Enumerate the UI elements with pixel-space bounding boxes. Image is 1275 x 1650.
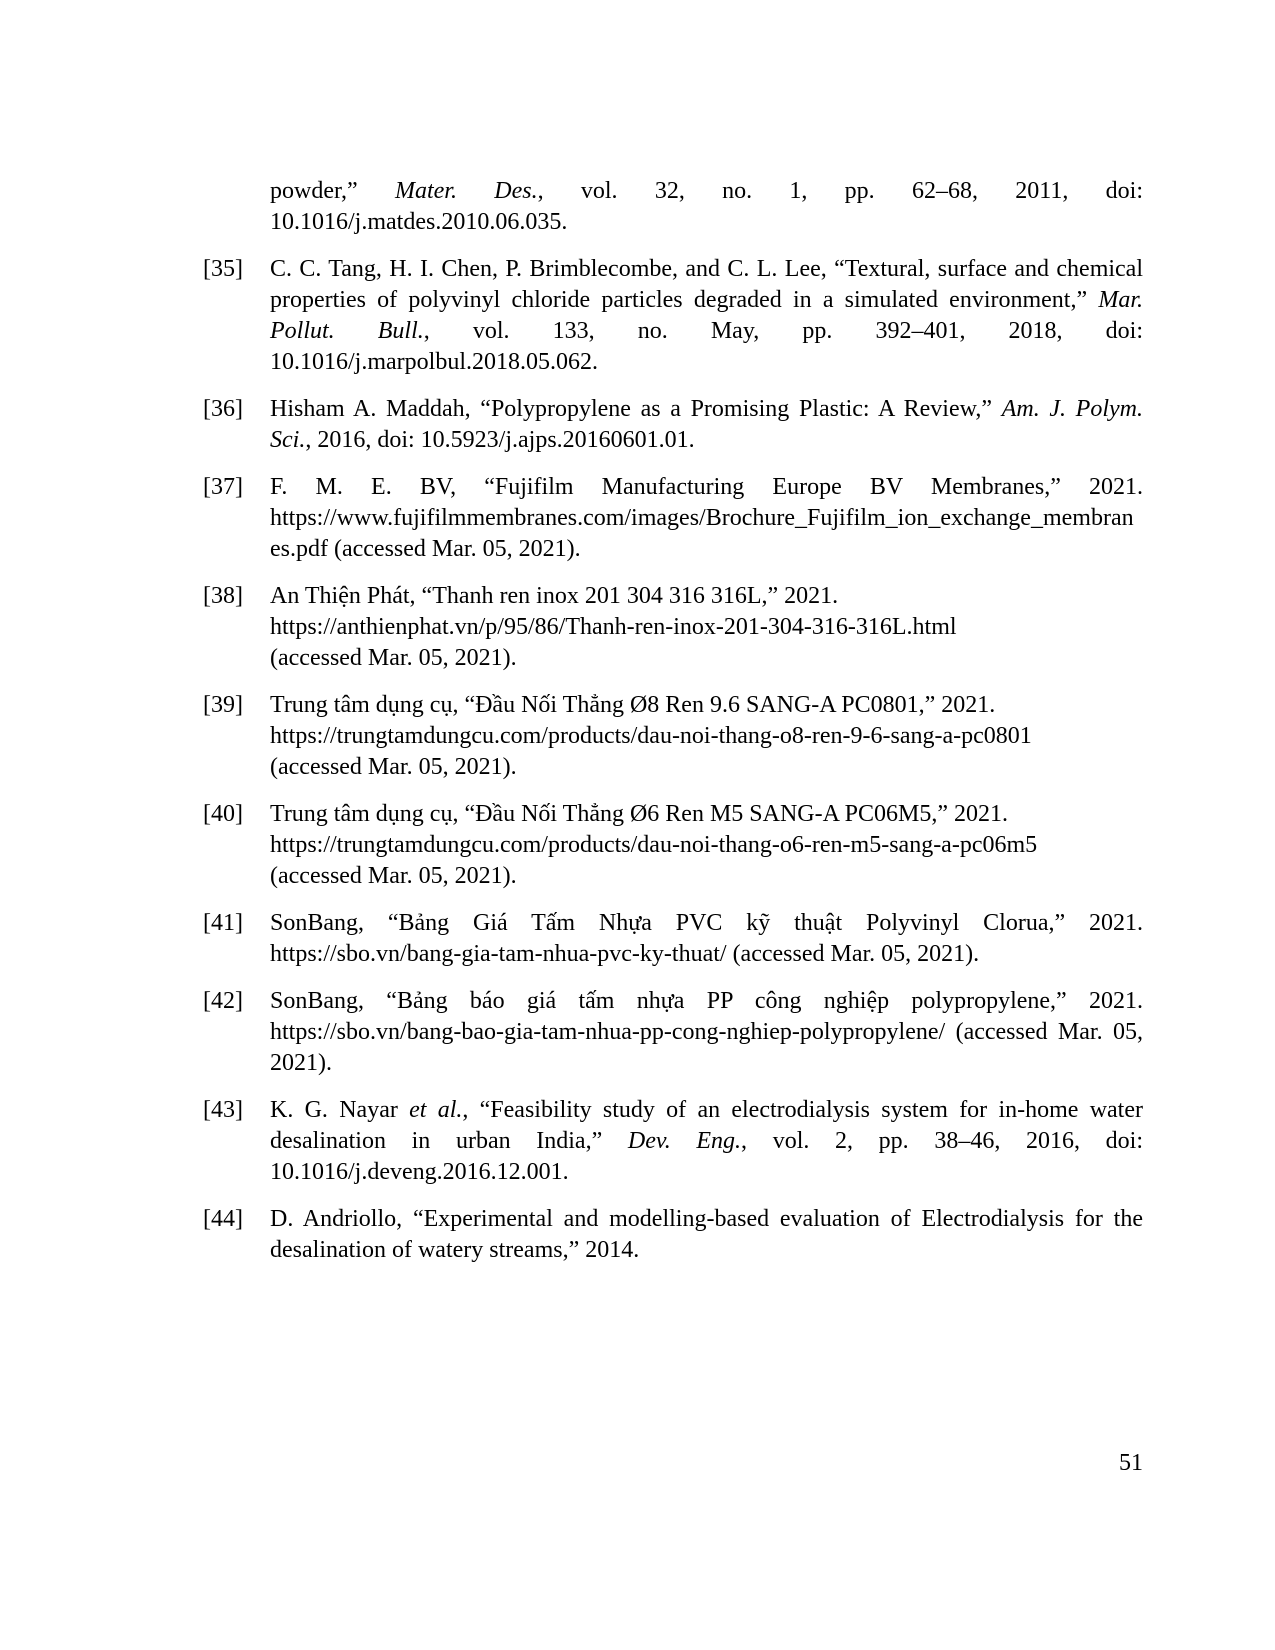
reference-44 [203,1204,1143,1266]
reference-number: [41] [203,910,243,936]
reference-number: [40] [203,801,243,827]
reference-43 [203,1095,1143,1188]
reference-number: [42] [203,988,243,1014]
continued-reference-line-2: 10.1016/j.matdes.2010.06.035. [270,209,568,235]
reference-38 [203,581,1143,674]
reference-url: https://trungtamdungcu.com/products/dau-noi-thang-o6-ren-m5-sang-a-pc06m5 [270,832,1038,858]
reference-number: [35] [203,256,243,282]
reference-39 [203,690,1143,783]
reference-text: C. C. Tang, H. I. Chen, P. Brimblecombe, and C. L. Lee, “Textural, surface and chemical properties of polyvinyl chloride particles degraded in a simulated environment,” Mar. Pollut. Bull., vol. 133, no. May, pp. 392–401, 2018, doi: 10.1016/j.marpolbul.2018.05.062. [270,256,1143,375]
reference-41 [203,908,1143,970]
reference-text: Trung tâm dụng cụ, “Đầu Nối Thẳng Ø8 Ren 9.6 SANG-A PC0801,” 2021. https://trungtamdungcu.com/products/dau-noi-thang-o8-ren-9-6-sang-a-pc0801 (accessed Mar. 05, 2021). [270,690,1143,783]
reference-number: [39] [203,692,243,718]
page-number: 51 [1119,1450,1143,1476]
reference-list [203,176,1143,1282]
reference-37 [203,472,1143,565]
reference-36 [203,394,1143,456]
reference-url: https://anthienphat.vn/p/95/86/Thanh-ren-inox-201-304-316-316L.html [270,614,957,640]
reference-text: SonBang, “Bảng Giá Tấm Nhựa PVC kỹ thuật Polyvinyl Clorua,” 2021. https://sbo.vn/bang-gia-tam-nhua-pvc-ky-thuat/ (accessed Mar. 05, 2021). [270,910,1143,967]
reference-42 [203,986,1143,1079]
reference-url: https://www.fujifilmmembranes.com/images/Brochure_Fujifilm_ion_exchange_membranes.pdf [270,505,1134,562]
reference-text: F. M. E. BV, “Fujifilm Manufacturing Europe BV Membranes,” 2021. https://www.fujifilmmembranes.com/images/Brochure_Fujifilm_ion_exchange_membranes.pdf (accessed Mar. 05, 2021). [270,474,1143,562]
reference-text: An Thiện Phát, “Thanh ren inox 201 304 316 316L,” 2021. https://anthienphat.vn/p/95/86/Thanh-ren-inox-201-304-316-316L.html (accessed Mar. 05, 2021). [270,581,1143,674]
reference-text: Trung tâm dụng cụ, “Đầu Nối Thẳng Ø6 Ren M5 SANG-A PC06M5,” 2021. https://trungtamdungcu.com/products/dau-noi-thang-o6-ren-m5-sang-a-pc06m5 (accessed Mar. 05, 2021). [270,799,1143,892]
reference-35 [203,254,1143,378]
reference-text: D. Andriollo, “Experimental and modelling-based evaluation of Electrodialysis for the desalination of watery streams,” 2014. [270,1206,1143,1263]
continued-reference-line-1: powder,” Mater. Des., vol. 32, no. 1, pp. 62–68, 2011, doi: [270,178,1143,204]
reference-number: [38] [203,583,243,609]
reference-number: [37] [203,474,243,500]
reference-url: https://trungtamdungcu.com/products/dau-noi-thang-o8-ren-9-6-sang-a-pc0801 [270,723,1032,749]
reference-number: [44] [203,1206,243,1232]
reference-text: SonBang, “Bảng báo giá tấm nhựa PP công nghiệp polypropylene,” 2021. https://sbo.vn/bang-bao-gia-tam-nhua-pp-cong-nghiep-polypropylene/ (accessed Mar. 05, 2021). [270,988,1143,1076]
reference-text: K. G. Nayar et al., “Feasibility study of an electrodialysis system for in-home water desalination in urban India,” Dev. Eng., vol. 2, pp. 38–46, 2016, doi: 10.1016/j.deveng.2016.12.001. [270,1097,1143,1185]
reference-40 [203,799,1143,892]
reference-number: [36] [203,396,243,422]
reference-number: [43] [203,1097,243,1123]
reference-text: Hisham A. Maddah, “Polypropylene as a Promising Plastic: A Review,” Am. J. Polym. Sci., 2016, doi: 10.5923/j.ajps.20160601.01. [270,396,1143,453]
